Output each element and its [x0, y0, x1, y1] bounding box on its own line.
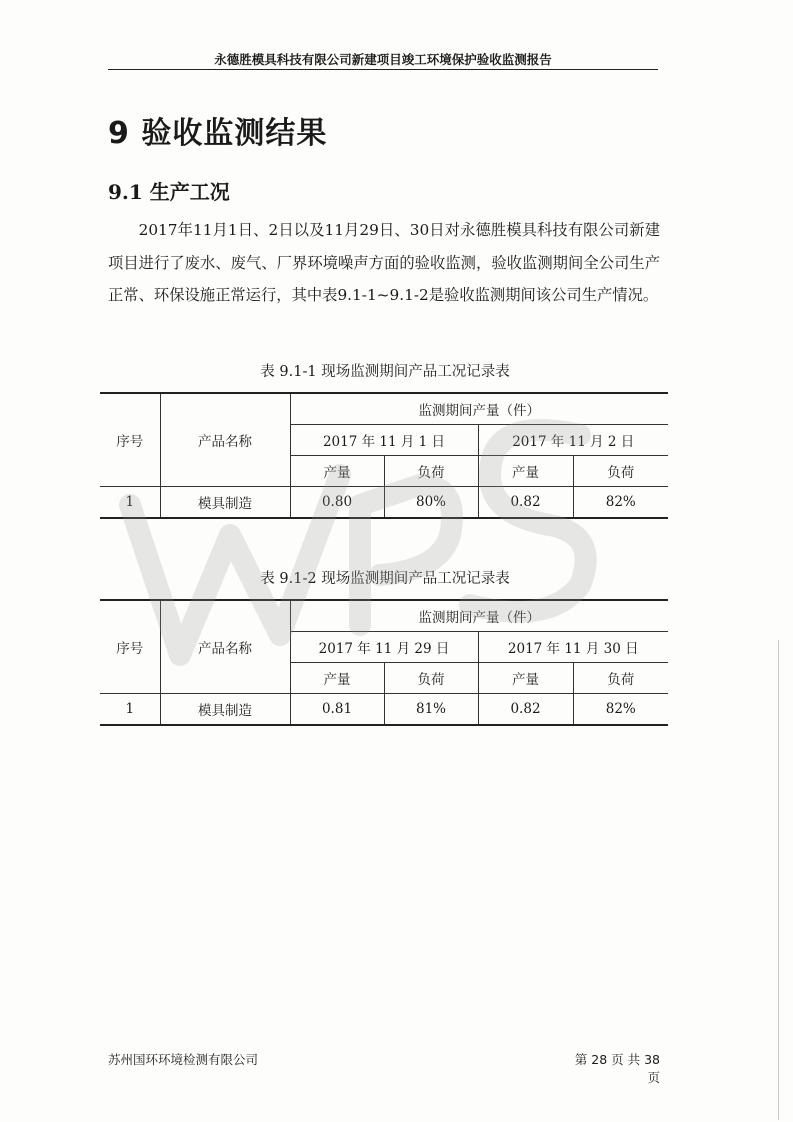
cell-load-day1: 81% [384, 694, 478, 726]
cell-output-day1: 0.80 [290, 487, 384, 519]
col-header-date-1: 2017 年 11 月 1 日 [290, 425, 478, 456]
col-header-no: 序号 [100, 393, 160, 487]
col-header-output-group: 监测期间产量（件） [290, 393, 668, 425]
cell-product-name: 模具制造 [160, 487, 290, 519]
col-header-output-group: 监测期间产量（件） [290, 600, 668, 632]
cell-output-day2: 0.82 [478, 487, 573, 519]
col-header-product-name: 产品名称 [160, 600, 290, 694]
footer-page-number: 第 28 页 共 38 页 [574, 1052, 660, 1085]
cell-no: 1 [100, 694, 160, 726]
col-header-load: 负荷 [573, 456, 668, 487]
col-header-output: 产量 [290, 456, 384, 487]
table-row [100, 487, 668, 519]
col-header-date-2: 2017 年 11 月 2 日 [478, 425, 668, 456]
cell-no: 1 [100, 487, 160, 519]
col-header-load: 负荷 [573, 663, 668, 694]
subsection-title: 9.1 生产工况 [108, 180, 230, 204]
body-paragraph: 2017年11月1日、2日以及11月29日、30日对永德胜模具科技有限公司新建项目进行了废水、废气、厂界环境噪声方面的验收监测，验收监测期间全公司生产正常、环保设施正常运行，其中表9.1-1~9.1-2是验收监测期间该公司生产情况。 [108, 221, 660, 304]
cell-product-name: 模具制造 [160, 694, 290, 726]
scan-edge-line [778, 640, 779, 1120]
col-header-date-2: 2017 年 11 月 30 日 [478, 632, 668, 663]
cell-output-day1: 0.81 [290, 694, 384, 726]
table-caption-1: 表 9.1-1 现场监测期间产品工况记录表 [260, 364, 510, 380]
col-header-load: 负荷 [384, 663, 478, 694]
header-divider [108, 69, 658, 70]
col-header-output: 产量 [290, 663, 384, 694]
table-row [100, 694, 668, 726]
production-table-1 [100, 392, 668, 519]
table-caption-2: 表 9.1-2 现场监测期间产品工况记录表 [260, 571, 510, 587]
footer-company: 苏州国环环境检测有限公司 [108, 1052, 259, 1067]
section-title: 9 验收监测结果 [108, 116, 328, 151]
cell-load-day2: 82% [573, 694, 668, 726]
production-table-2 [100, 599, 668, 726]
cell-output-day2: 0.82 [478, 694, 573, 726]
cell-load-day2: 82% [573, 487, 668, 519]
col-header-product-name: 产品名称 [160, 393, 290, 487]
col-header-load: 负荷 [384, 456, 478, 487]
cell-load-day1: 80% [384, 487, 478, 519]
col-header-output: 产量 [478, 663, 573, 694]
report-header-title: 永德胜模具科技有限公司新建项目竣工环境保护验收监测报告 [214, 52, 552, 67]
col-header-date-1: 2017 年 11 月 29 日 [290, 632, 478, 663]
col-header-no: 序号 [100, 600, 160, 694]
col-header-output: 产量 [478, 456, 573, 487]
